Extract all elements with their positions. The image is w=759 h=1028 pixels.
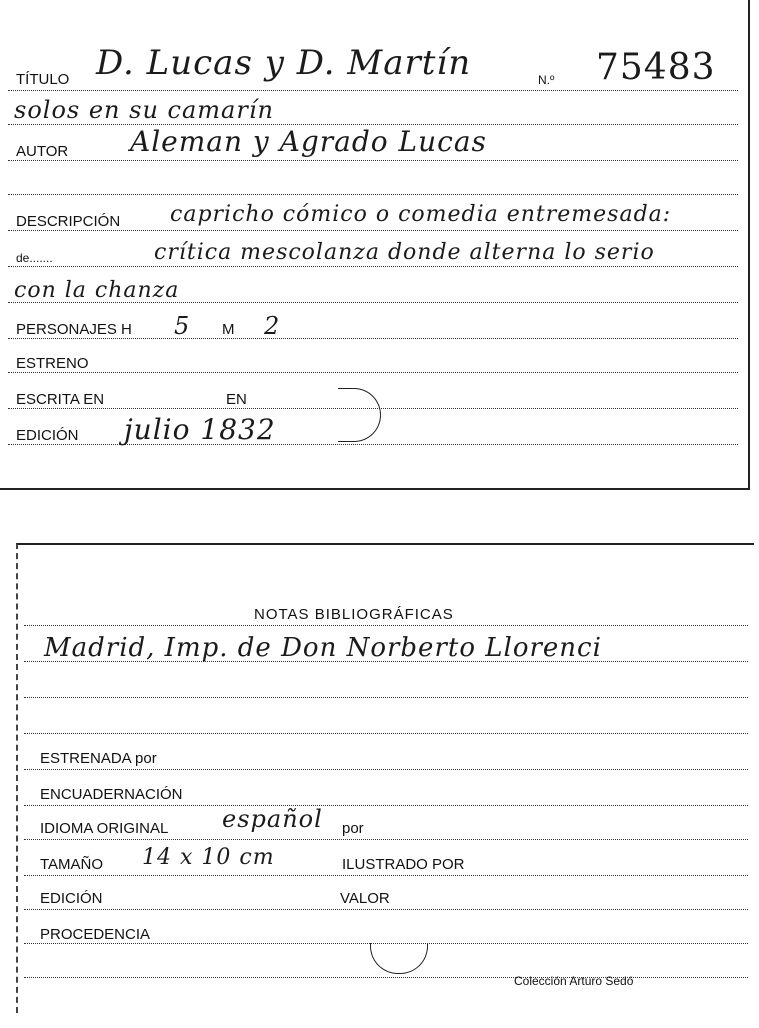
rule — [24, 875, 748, 876]
descripcion-prefix: de....... — [16, 251, 53, 265]
personajes-label: PERSONAJES H — [16, 321, 132, 338]
catalog-card-back — [16, 543, 754, 1013]
rule — [8, 266, 738, 267]
rule — [8, 372, 738, 373]
descripcion-label: DESCRIPCIÓN — [16, 213, 121, 230]
rule — [8, 230, 738, 231]
card-notch — [370, 943, 428, 974]
rule — [24, 839, 748, 840]
rule — [8, 444, 738, 445]
ilustrado-label: ILUSTRADO POR — [342, 856, 465, 873]
coleccion-label: Colección Arturo Sedó — [514, 974, 634, 988]
rule — [8, 160, 738, 161]
notas-value: Madrid, Imp. de Don Norberto Llorenci — [44, 633, 602, 663]
numero-value: 75483 — [596, 47, 716, 88]
rule — [24, 697, 748, 698]
edicion-back-label: EDICIÓN — [40, 890, 103, 907]
titulo-value-continued: solos en su camarín — [14, 96, 274, 124]
descripcion-line3: con la chanza — [14, 278, 180, 303]
autor-label: AUTOR — [16, 143, 69, 160]
descripcion-line1: capricho cómico o comedia entremesada: — [170, 202, 672, 227]
valor-label: VALOR — [340, 890, 390, 907]
tamano-value: 14 x 10 cm — [142, 845, 275, 870]
rule — [24, 733, 748, 734]
autor-value: Aleman y Agrado Lucas — [130, 125, 487, 158]
rule — [8, 90, 738, 91]
estreno-label: ESTRENO — [16, 355, 89, 372]
rule — [24, 909, 748, 910]
card-notch — [338, 388, 381, 442]
personajes-m-value: 2 — [264, 312, 281, 340]
en-label: EN — [226, 391, 247, 408]
personajes-m-label: M — [222, 321, 235, 338]
tamano-label: TAMAÑO — [40, 856, 104, 873]
edicion-label: EDICIÓN — [16, 427, 79, 444]
rule — [8, 338, 738, 339]
rule — [24, 977, 748, 978]
notas-label: NOTAS BIBLIOGRÁFICAS — [254, 606, 454, 623]
encuadernacion-label: ENCUADERNACIÓN — [40, 786, 183, 803]
idioma-label: IDIOMA ORIGINAL — [40, 820, 169, 837]
rule — [24, 625, 748, 626]
titulo-label: TÍTULO — [16, 71, 70, 88]
idioma-value: español — [222, 805, 323, 833]
rule — [24, 769, 748, 770]
escrita-en-label: ESCRITA EN — [16, 391, 105, 408]
estrenada-label: ESTRENADA por — [40, 750, 157, 767]
rule — [8, 194, 738, 195]
procedencia-label: PROCEDENCIA — [40, 926, 151, 943]
personajes-h-value: 5 — [174, 312, 191, 340]
rule — [24, 805, 748, 806]
catalog-card-front — [0, 0, 750, 490]
descripcion-line2: crítica mescolanza donde alterna lo serio — [154, 240, 655, 265]
por-label: por — [342, 820, 364, 837]
numero-label: N.º — [538, 73, 555, 87]
titulo-value: D. Lucas y D. Martín — [96, 43, 472, 83]
edicion-value: julio 1832 — [124, 413, 276, 446]
